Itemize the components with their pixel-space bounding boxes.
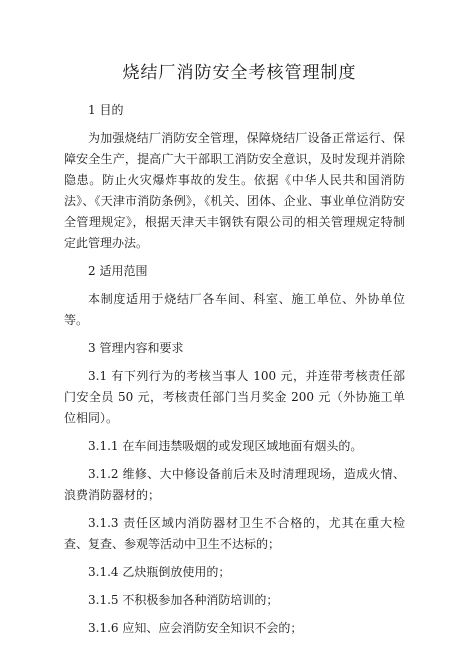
paragraph-scope: 本制度适用于烧结厂各车间、科室、施工单位、外协单位等。: [64, 292, 405, 327]
paragraph-3-1-5: 3.1.5 不积极参加各种消防培训的；: [88, 593, 279, 607]
paragraph-purpose: 为加强烧结厂消防安全管理，保障烧结厂设备正常运行、保障安全生产，提高广大干部职工消防安全意识，及时发现并消除隐患。防止火灾爆炸事故的发生。依据《中华人民共和国消防法》、《天津市消防条例》，《机关、团体、企业、事业单位消防安全管理规定》，根据天津天丰钢铁有限公司的相关管理规定特制定此管理办法。: [64, 131, 405, 250]
paragraph-3-1-6: 3.1.6 应知、应会消防安全知识不会的；: [88, 621, 303, 635]
paragraph-3-1: 3.1 有下列行为的考核当事人 100 元，并连带考核责任部门安全员 50 元，考核责任部门当月奖金 200 元（外协施工单位相同）。: [64, 369, 405, 425]
section-heading-purpose: 1 目的: [88, 103, 124, 117]
paragraph-3-1-4: 3.1.4 乙炔瓶倒放使用的；: [88, 565, 231, 579]
paragraph-3-1-2: 3.1.2 维修、大中修设备前后未及时清理现场，造成火情、浪费消防器材的；: [64, 467, 405, 502]
paragraph-3-1-3: 3.1.3 责任区域内消防器材卫生不合格的，尤其在重大检查、复查、参观等活动中卫生不达标的；: [64, 516, 405, 551]
document-title: 烧结厂消防安全考核管理制度: [122, 63, 357, 83]
section-heading-scope: 2 适用范围: [88, 264, 148, 278]
paragraph-3-1-1: 3.1.1 在车间违禁吸烟的或发现区域地面有烟头的。: [88, 439, 363, 453]
section-heading-content: 3 管理内容和要求: [88, 341, 184, 355]
